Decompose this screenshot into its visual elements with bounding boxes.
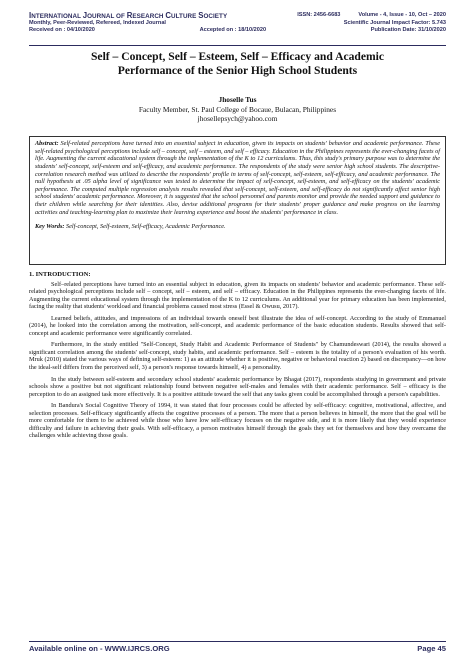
volume-issue: Volume - 4, Issue - 10, Oct – 2020 bbox=[358, 12, 446, 18]
section-heading: 1. INTRODUCTION: bbox=[29, 271, 91, 278]
abstract-text: Self-related perceptions have turned into an essential subject in education, given its impacts on students' behavior and academic performance. These self-related psychological perceptions include self – concept, self – esteem, and self – efficacy. Education in the Philippines represents the ever-changing facets of life. Augmenting the current educational system through the implementation of the K to 12 curriculums. Thus, this study's primary purpose was to determine the students' self-concept, self-esteem and self-efficacy, and academic performance. The respondents of the study were senior high school students. The descriptive-correlation research method was utilized to describe the respondents' profile in terms of self-concept, self-esteem, self-efficacy, and academic performance. The null hypothesis at .05 alpha level of significance was tested to determine the impact of self-concept, self-esteem, and self-efficacy on the students' academic performance. The computed multiple regression analysis results revealed that self-concept, self-esteem, and self-efficacy do not significantly affect senior high school students' academic performance. Moreover, it is suggested that the school personnel and parents monitor and provide the needed support and guidance to their children while searching for their identities. Also, devise additional programs for their students' proper guidance and make progress on the learning activities and teaching-learning plan to maximize their learning experience and boost the students' performance in class. bbox=[35, 140, 441, 216]
paragraph: Furthermore, in the study entitled "Self-Concept, Study Habit and Academic Performance of Students" by Chamundeswari (2014), the results showed a significant correlation among the students' self-concept, study habits, and academic performance. Self – esteem is the totality of a person's evaluation of his worth. Mruk (2010) stated the various ways of defining self-esteem: 1) as an attitude whether it is positive, negative or behavioral reaction 2) based on discrepancy—on how the ideal-self differs from the perceived self, 3) a person's response towards himself, 4) a personality. bbox=[29, 341, 446, 372]
journal-subtitle: Monthly, Peer-Reviewed, Refereed, Indexed Journal bbox=[29, 20, 166, 26]
author-email[interactable]: jhosellepsych@yahoo.com bbox=[197, 114, 278, 124]
author-affiliation: Faculty Member, St. Paul College of Bocaue, Bulacan, Philippines bbox=[138, 104, 337, 114]
website-link[interactable]: Available online on - WWW.IJRCS.ORG bbox=[29, 644, 170, 653]
paragraph: In the study between self-esteem and secondary school students' academic performance by Bhagat (2017), respondents studying in government and private schools show a positive but not significant relationship found between negative self-males and females with their academic performance. Self – efficacy is the perception to do an assigned task more effectively. It is a positive attitude toward the self that any tasks given could be accomplished through a person's capabilities. bbox=[29, 375, 446, 398]
impact-factor: Scientific Journal Impact Factor: 5.743 bbox=[343, 20, 446, 26]
accepted-date: Accepted on : 18/10/2020 bbox=[199, 27, 267, 33]
page-footer bbox=[29, 644, 446, 653]
issn: ISSN: 2456-6683 bbox=[297, 12, 341, 18]
journal-header bbox=[29, 12, 446, 34]
paper-title: Self – Concept, Self – Esteem, Self – Efficacy and Academic Performance of the Senior High School Students bbox=[90, 50, 385, 77]
body-text bbox=[29, 271, 446, 444]
paragraph: Learned beliefs, attitudes, and impressions of an individual towards oneself best illustrate the idea of self-concept. According to the study of Emmanuel (2014), he looked into the correlation among the motivation, self-concept, and academic performance of the basic education students. Results showed that self-concept and academic performance were significantly correlated. bbox=[29, 314, 446, 337]
paragraph: In Bandura's Social Cognitive Theory of 1994, it was stated that four processes could be affected by self-efficacy: cognitive, motivational, affective, and selection processes. Self-efficacy significantly affects the cognitive processes of a person. The more that a person believes in himself, the more that the goal will be more comfortable for them to be achieved while those who have low self-efficacy focuses on the negative side, and it is more likely that they would experience difficulty and failure in achieving their goals. With self-efficacy, a person motivates himself through the goals they set for themselves and how they overcame the challenges while achieving those goals. bbox=[29, 402, 446, 440]
publication-date: Publication Date: 31/10/2020 bbox=[370, 27, 446, 33]
received-date: Received on : 04/10/2020 bbox=[29, 27, 95, 33]
journal-name: INTERNATIONAL JOURNAL OF RESEARCH CULTURE SOCIETY bbox=[29, 11, 228, 20]
author-name: Jhoselle Tus bbox=[218, 95, 257, 104]
header-divider bbox=[29, 45, 446, 46]
paragraph: Self–related perceptions have turned into an essential subject in education, given its impacts on students' behavior and academic performance. These self-related psychological perceptions include self – concept, self – esteem, and self – efficacy. Education in the Philippines represents the ever-changing facets of life. Augmenting the current educational system through the implementation of the K to 12 curriculums. An additional year for primary education has been implemented, facing the reality that students' workload and financial problems caused most stress (Essel & Owusu, 2017). bbox=[29, 280, 446, 311]
author-block bbox=[29, 95, 446, 124]
footer-divider bbox=[29, 641, 446, 642]
keywords-label: Key Words: bbox=[35, 223, 65, 231]
abstract-label: Abstract: bbox=[35, 140, 59, 147]
keywords-text: Self-concept, Self-esteem, Self-efficacy, Academic Performance. bbox=[66, 223, 226, 231]
page-number: Page 45 bbox=[417, 644, 446, 653]
abstract-box bbox=[29, 136, 446, 265]
